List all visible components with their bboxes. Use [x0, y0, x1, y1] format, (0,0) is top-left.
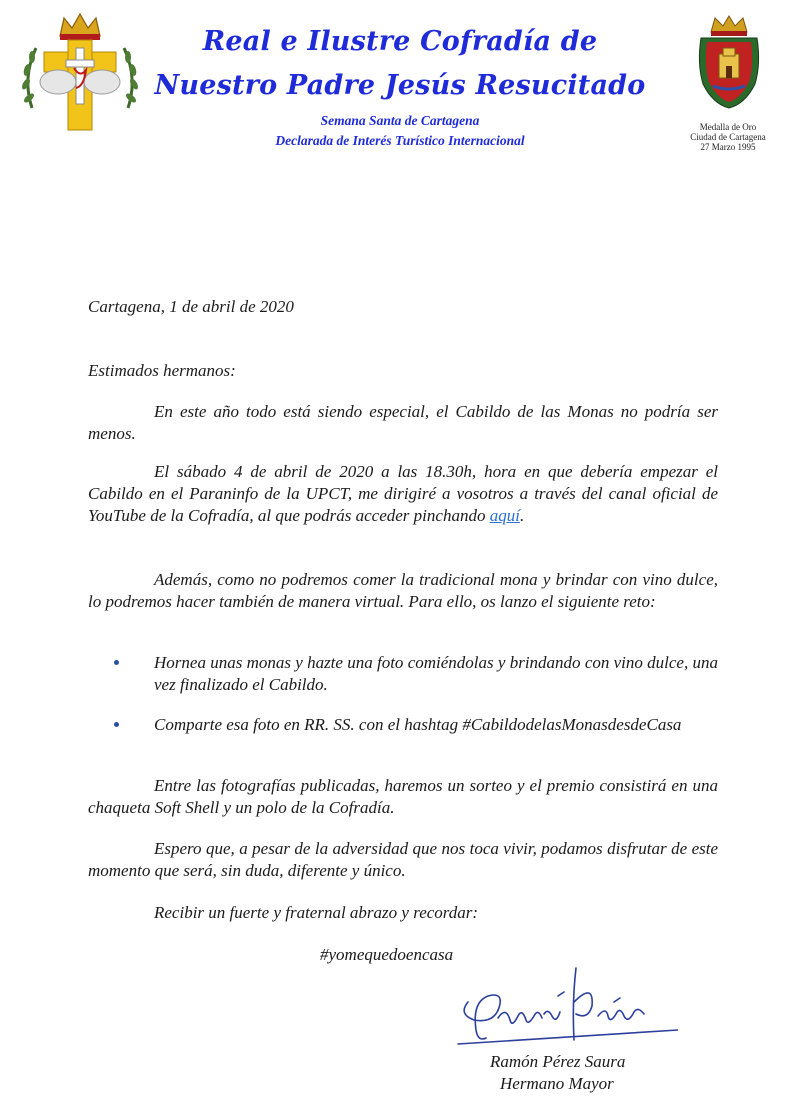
- paragraph-2: [88, 461, 718, 527]
- medal-caption-line3: 27 Marzo 1995: [700, 142, 756, 152]
- letterhead-subtitle-line2: Declarada de Interés Turístico Internacional: [275, 133, 525, 148]
- letter-greeting: Estimados hermanos:: [88, 361, 236, 380]
- paragraph-3: Además, como no podremos comer la tradicional mona y brindar con vino dulce, lo podremos hacer también de manera virtual. Para ello, os lanzo el siguiente reto:: [88, 570, 718, 611]
- letterhead: [0, 0, 800, 170]
- list-item: Comparte esa foto en RR. SS. con el hashtag #CabildodelasMonasdesdeCasa: [154, 715, 682, 734]
- paragraph-6: Recibir un fuerte y fraternal abrazo y recordar:: [154, 903, 479, 922]
- cofradia-emblem-icon: [14, 8, 146, 136]
- medal-caption-line1: Medalla de Oro: [699, 122, 757, 132]
- hashtag-closing: #yomequedoencasa: [320, 945, 454, 964]
- letterhead-subtitle-line1: Semana Santa de Cartagena: [320, 113, 480, 128]
- cartagena-coat-of-arms-icon: [693, 14, 765, 110]
- medal-caption: [668, 122, 788, 152]
- signer-name: Ramón Pérez Saura: [490, 1052, 626, 1071]
- paragraph-2-text: El sábado 4 de abril de 2020 a las 18.30h, hora en que debería empezar el Cabildo en el Paraninfo de la UPCT, me dirigiré a vosotros a través del canal oficial de YouTube de la Cofradía, al que podrás acceder pinchando: [88, 462, 718, 525]
- letter-date: Cartagena, 1 de abril de 2020: [88, 297, 294, 316]
- youtube-link[interactable]: aquí: [489, 506, 520, 525]
- letterhead-title-line1: Real e Ilustre Cofradía de: [202, 26, 598, 57]
- paragraph-4: Entre las fotografías publicadas, haremos un sorteo y el premio consistirá en una chaqueta Soft Shell y un polo de la Cofradía.: [88, 776, 718, 817]
- letterhead-title-line2: Nuestro Padre Jesús Resucitado: [154, 70, 646, 101]
- bullet-dot-icon: [114, 660, 119, 665]
- medal-caption-line2: Ciudad de Cartagena: [690, 132, 766, 142]
- paragraph-1: En este año todo está siendo especial, el Cabildo de las Monas no podría ser menos.: [88, 402, 718, 443]
- list-item: Hornea unas monas y hazte una foto comiéndolas y brindando con vino dulce, una vez finalizado el Cabildo.: [154, 653, 718, 694]
- paragraph-5: Espero que, a pesar de la adversidad que nos toca vivir, podamos disfrutar de este momento que será, sin duda, diferente y único.: [88, 839, 718, 880]
- paragraph-2-end: .: [519, 506, 525, 525]
- signer-role: Hermano Mayor: [500, 1074, 614, 1093]
- bullet-dot-icon: [114, 722, 119, 727]
